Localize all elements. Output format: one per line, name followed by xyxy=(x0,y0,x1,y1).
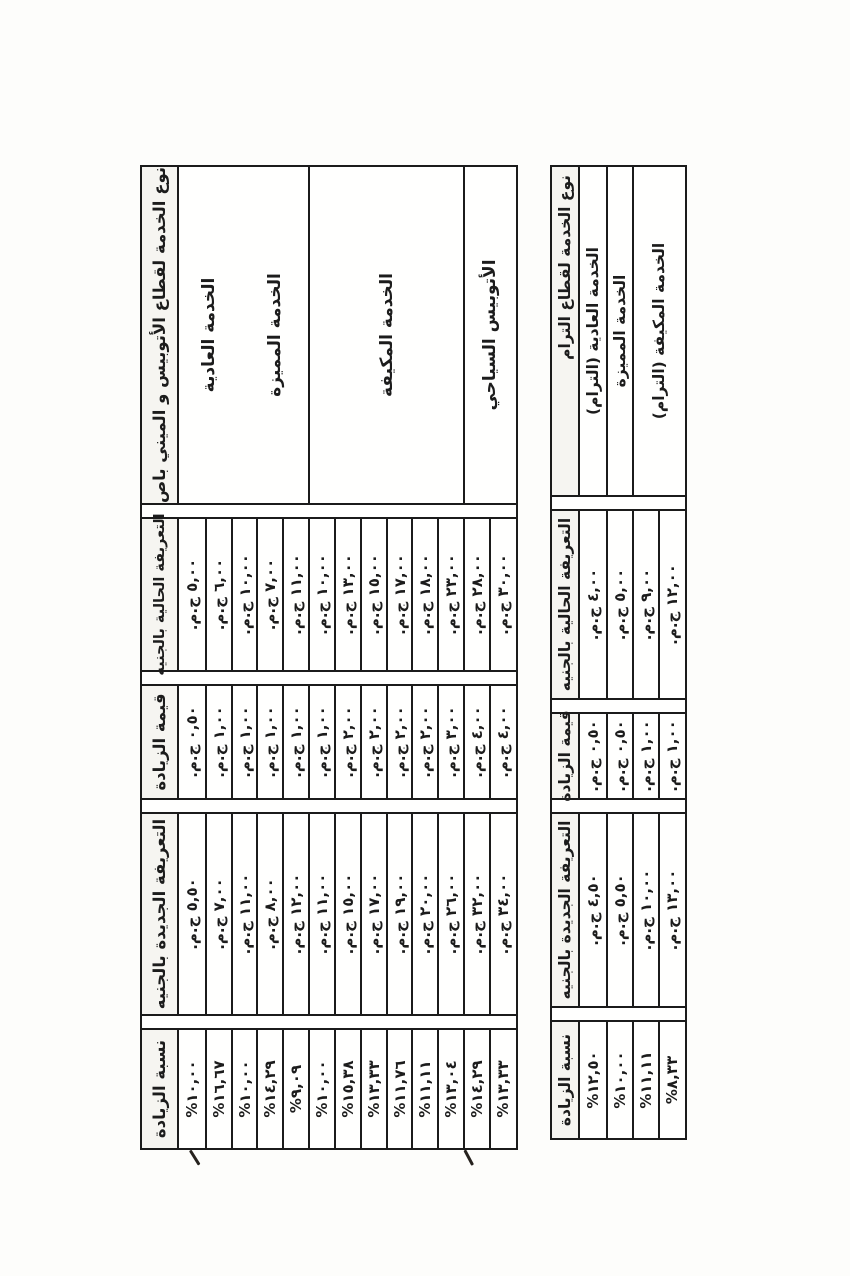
increase-pct-cell: ٨,٣٣% xyxy=(658,1022,684,1138)
tram-new-tariff-header: التعريفة الجديدة بالجنيه xyxy=(552,814,580,1006)
tram-service-group-normal xyxy=(580,167,606,495)
increase-value-cell: ١,٠٠ ج.م. xyxy=(282,686,308,798)
service-group-label-tram-premium: الخدمة المميزة xyxy=(611,274,629,388)
increase-value-cell: ١,٠٠ ج.م. xyxy=(231,686,257,798)
new-tariff-cell: ١١,٠٠ ج.م. xyxy=(308,814,334,1014)
tram-service-group-premium xyxy=(606,167,632,495)
bus-increase-value-cells xyxy=(179,686,515,798)
tram-increase-pct-cells xyxy=(580,1022,684,1138)
current-tariff-cell: ١٨,٠٠ ج.م. xyxy=(411,519,437,670)
bus-current-tariff-header: التعريفة الحالية بالجنيه xyxy=(142,519,179,670)
bus-new-tariff-header: التعريفة الجديدة بالجنيه xyxy=(142,814,179,1014)
new-tariff-cell: ١٧,٠٠ ج.م. xyxy=(360,814,386,1014)
service-group-label-normal: الخدمة العادية xyxy=(199,277,219,393)
bus-service-type-column xyxy=(142,165,516,505)
current-tariff-cell: ٧,٠٠ ج.م. xyxy=(256,519,282,670)
tram-increase-pct-header: نسبة الزيادة xyxy=(552,1022,580,1138)
increase-value-cell: ٠,٥٠ ج.م. xyxy=(182,706,201,778)
current-tariff-cell: ٦,٠٠ ج.م. xyxy=(205,519,231,670)
new-tariff-cell: ١٣,٠٠ ج.م. xyxy=(658,814,684,1006)
increase-pct-cell: ١٤,٢٩% xyxy=(256,1030,282,1148)
tram-service-type-header: نوع الخدمة لقطاع الترام xyxy=(552,167,580,495)
bus-minibus-tariff-table xyxy=(140,165,518,1150)
increase-value-cell: ١,٠٠ ج.م. xyxy=(205,686,231,798)
increase-pct-cell: ١٠,٠٠% xyxy=(231,1030,257,1148)
increase-pct-cell: ١١,٧٦% xyxy=(386,1030,412,1148)
tram-new-tariff-column xyxy=(552,812,685,1008)
increase-value-cell: ٤,٠٠ ج.م. xyxy=(489,686,515,798)
current-tariff-cell: ١٠,٠٠ ج.م. xyxy=(308,519,334,670)
new-tariff-cell: ١٥,٠٠ ج.م. xyxy=(334,814,360,1014)
increase-value-cell: ٤,٠٠ ج.م. xyxy=(463,686,489,798)
new-tariff-cell: ١٩,٠٠ ج.م. xyxy=(386,814,412,1014)
new-tariff-cell: ١٠,٠٠ ج.م. xyxy=(632,814,658,1006)
tram-tariff-table xyxy=(550,165,687,1140)
new-tariff-cell: ٣٢,٠٠ ج.م. xyxy=(463,814,489,1014)
bus-increase-pct-cells xyxy=(179,1030,515,1148)
new-tariff-cell: ٨,٠٠ ج.م. xyxy=(256,814,282,1014)
new-tariff-cell: ٥,٥٠ ج.م. xyxy=(606,814,632,1006)
increase-value-cell: ٢,٠٠ ج.م. xyxy=(411,686,437,798)
increase-value-cell: ١,٠٠ ج.م. xyxy=(632,714,658,798)
new-tariff-cell: ٤,٥٠ ج.م. xyxy=(584,874,602,946)
service-group-label-tram-normal: الخدمة العادية (الترام) xyxy=(584,247,602,415)
tram-increase-value-column xyxy=(552,712,685,800)
new-tariff-cell: ٢٠,٠٠ ج.م. xyxy=(411,814,437,1014)
bus-service-type-header: نوع الخدمة لقطاع الأتوبيس و الميني باص xyxy=(142,167,179,503)
new-tariff-cell: ٣٤,٠٠ ج.م. xyxy=(489,814,515,1014)
bus-increase-pct-header: نسبة الزيادة xyxy=(142,1030,179,1148)
current-tariff-cell: ١٠,٠٠ ج.م. xyxy=(231,519,257,670)
current-tariff-cell: ٩,٠٠ ج.م. xyxy=(632,511,658,698)
bus-new-tariff-column xyxy=(142,812,516,1016)
current-tariff-cell: ٢٣,٠٠ ج.م. xyxy=(437,519,463,670)
bus-new-tariff-cells xyxy=(179,814,515,1014)
increase-value-cell: ٠,٥٠ ج.م. xyxy=(606,714,632,798)
service-group-label-tram-ac: الخدمة المكيفة (الترام) xyxy=(650,242,668,420)
increase-pct-cell: ١٠,٠٠% xyxy=(308,1030,334,1148)
increase-pct-cell: ١٠,٠٠% xyxy=(182,1060,201,1118)
increase-pct-cell: ١١,١١% xyxy=(411,1030,437,1148)
increase-value-cell: ٢,٠٠ ج.م. xyxy=(386,686,412,798)
increase-value-cell: ١,٠٠ ج.م. xyxy=(256,686,282,798)
increase-value-cell: ٠,٥٠ ج.م. xyxy=(584,720,602,792)
current-tariff-cell: ١١,٠٠ ج.م. xyxy=(282,519,308,670)
current-tariff-cell: ١٣,٠٠ ج.م. xyxy=(334,519,360,670)
new-tariff-cell: ٢٦,٠٠ ج.م. xyxy=(437,814,463,1014)
increase-pct-cell: ١٥,٣٨% xyxy=(334,1030,360,1148)
tram-service-type-column xyxy=(552,165,685,497)
current-tariff-cell: ٣٠,٠٠ ج.م. xyxy=(489,519,515,670)
scan-mark xyxy=(189,1150,200,1166)
bus-increase-value-header: قيمة الزيادة xyxy=(142,686,179,798)
increase-value-cell: ١,٠٠ ج.م. xyxy=(308,686,334,798)
current-tariff-cell: ٤,٠٠ ج.م. xyxy=(584,568,602,641)
increase-value-cell: ١,٠٠ ج.م. xyxy=(658,714,684,798)
tram-service-group-ac xyxy=(632,167,684,495)
current-tariff-cell: ٥,٠٠ ج.م. xyxy=(182,558,201,631)
tram-current-tariff-column xyxy=(552,509,685,700)
service-group-label-ac: الخدمة المكيفة xyxy=(376,272,397,397)
bus-service-group-ac xyxy=(308,167,463,503)
new-tariff-cell: ١٢,٠٠ ج.م. xyxy=(282,814,308,1014)
tram-increase-value-cells xyxy=(580,714,684,798)
tram-increase-pct-column xyxy=(552,1020,685,1140)
increase-pct-cell: ١٠,٠٠% xyxy=(606,1022,632,1138)
service-group-label-tourist: الأتوبيس السياحي xyxy=(480,259,501,411)
bus-service-group-tourist xyxy=(463,167,515,503)
bus-increase-value-column xyxy=(142,684,516,800)
bus-increase-pct-column xyxy=(142,1028,516,1150)
bus-current-tariff-column xyxy=(142,513,516,676)
increase-pct-cell: ١٣,٠٤% xyxy=(437,1030,463,1148)
bus-service-group-normal-premium xyxy=(179,167,308,503)
bus-current-tariff-cells xyxy=(179,519,515,670)
current-tariff-cell: ١٢,٠٠ ج.م. xyxy=(658,511,684,698)
increase-value-cell: ٢,٠٠ ج.م. xyxy=(334,686,360,798)
increase-value-cell: ٢,٠٠ ج.م. xyxy=(360,686,386,798)
new-tariff-cell: ١١,٠٠ ج.م. xyxy=(231,814,257,1014)
increase-pct-cell: ١١,١١% xyxy=(632,1022,658,1138)
tram-current-tariff-header: التعريفة الحالية بالجنيه xyxy=(552,511,580,698)
increase-value-cell: ٣,٠٠ ج.م. xyxy=(437,686,463,798)
increase-pct-cell: ١٤,٢٩% xyxy=(463,1030,489,1148)
increase-pct-cell: ١٢,٥٠% xyxy=(584,1051,602,1109)
new-tariff-cell: ٥,٥٠ ج.م. xyxy=(182,878,201,950)
tram-increase-value-header: قيمة الزيادة xyxy=(552,714,580,798)
current-tariff-cell: ١٧,٠٠ ج.م. xyxy=(386,519,412,670)
increase-pct-cell: ١٣,٣٣% xyxy=(360,1030,386,1148)
increase-pct-cell: ١٦,٦٧% xyxy=(205,1030,231,1148)
scan-mark xyxy=(463,1150,473,1166)
increase-pct-cell: ١٣,٣٣% xyxy=(489,1030,515,1148)
new-tariff-cell: ٧,٠٠ ج.م. xyxy=(205,814,231,1014)
current-tariff-cell: ١٥,٠٠ ج.م. xyxy=(360,519,386,670)
service-group-label-premium: الخدمة المميزة xyxy=(265,273,285,397)
current-tariff-cell: ٢٨,٠٠ ج.م. xyxy=(463,519,489,670)
increase-pct-cell: ٩,٠٩% xyxy=(282,1030,308,1148)
current-tariff-cell: ٥,٠٠ ج.م. xyxy=(606,511,632,698)
tram-current-tariff-cells xyxy=(580,511,684,698)
tram-new-tariff-cells xyxy=(580,814,684,1006)
